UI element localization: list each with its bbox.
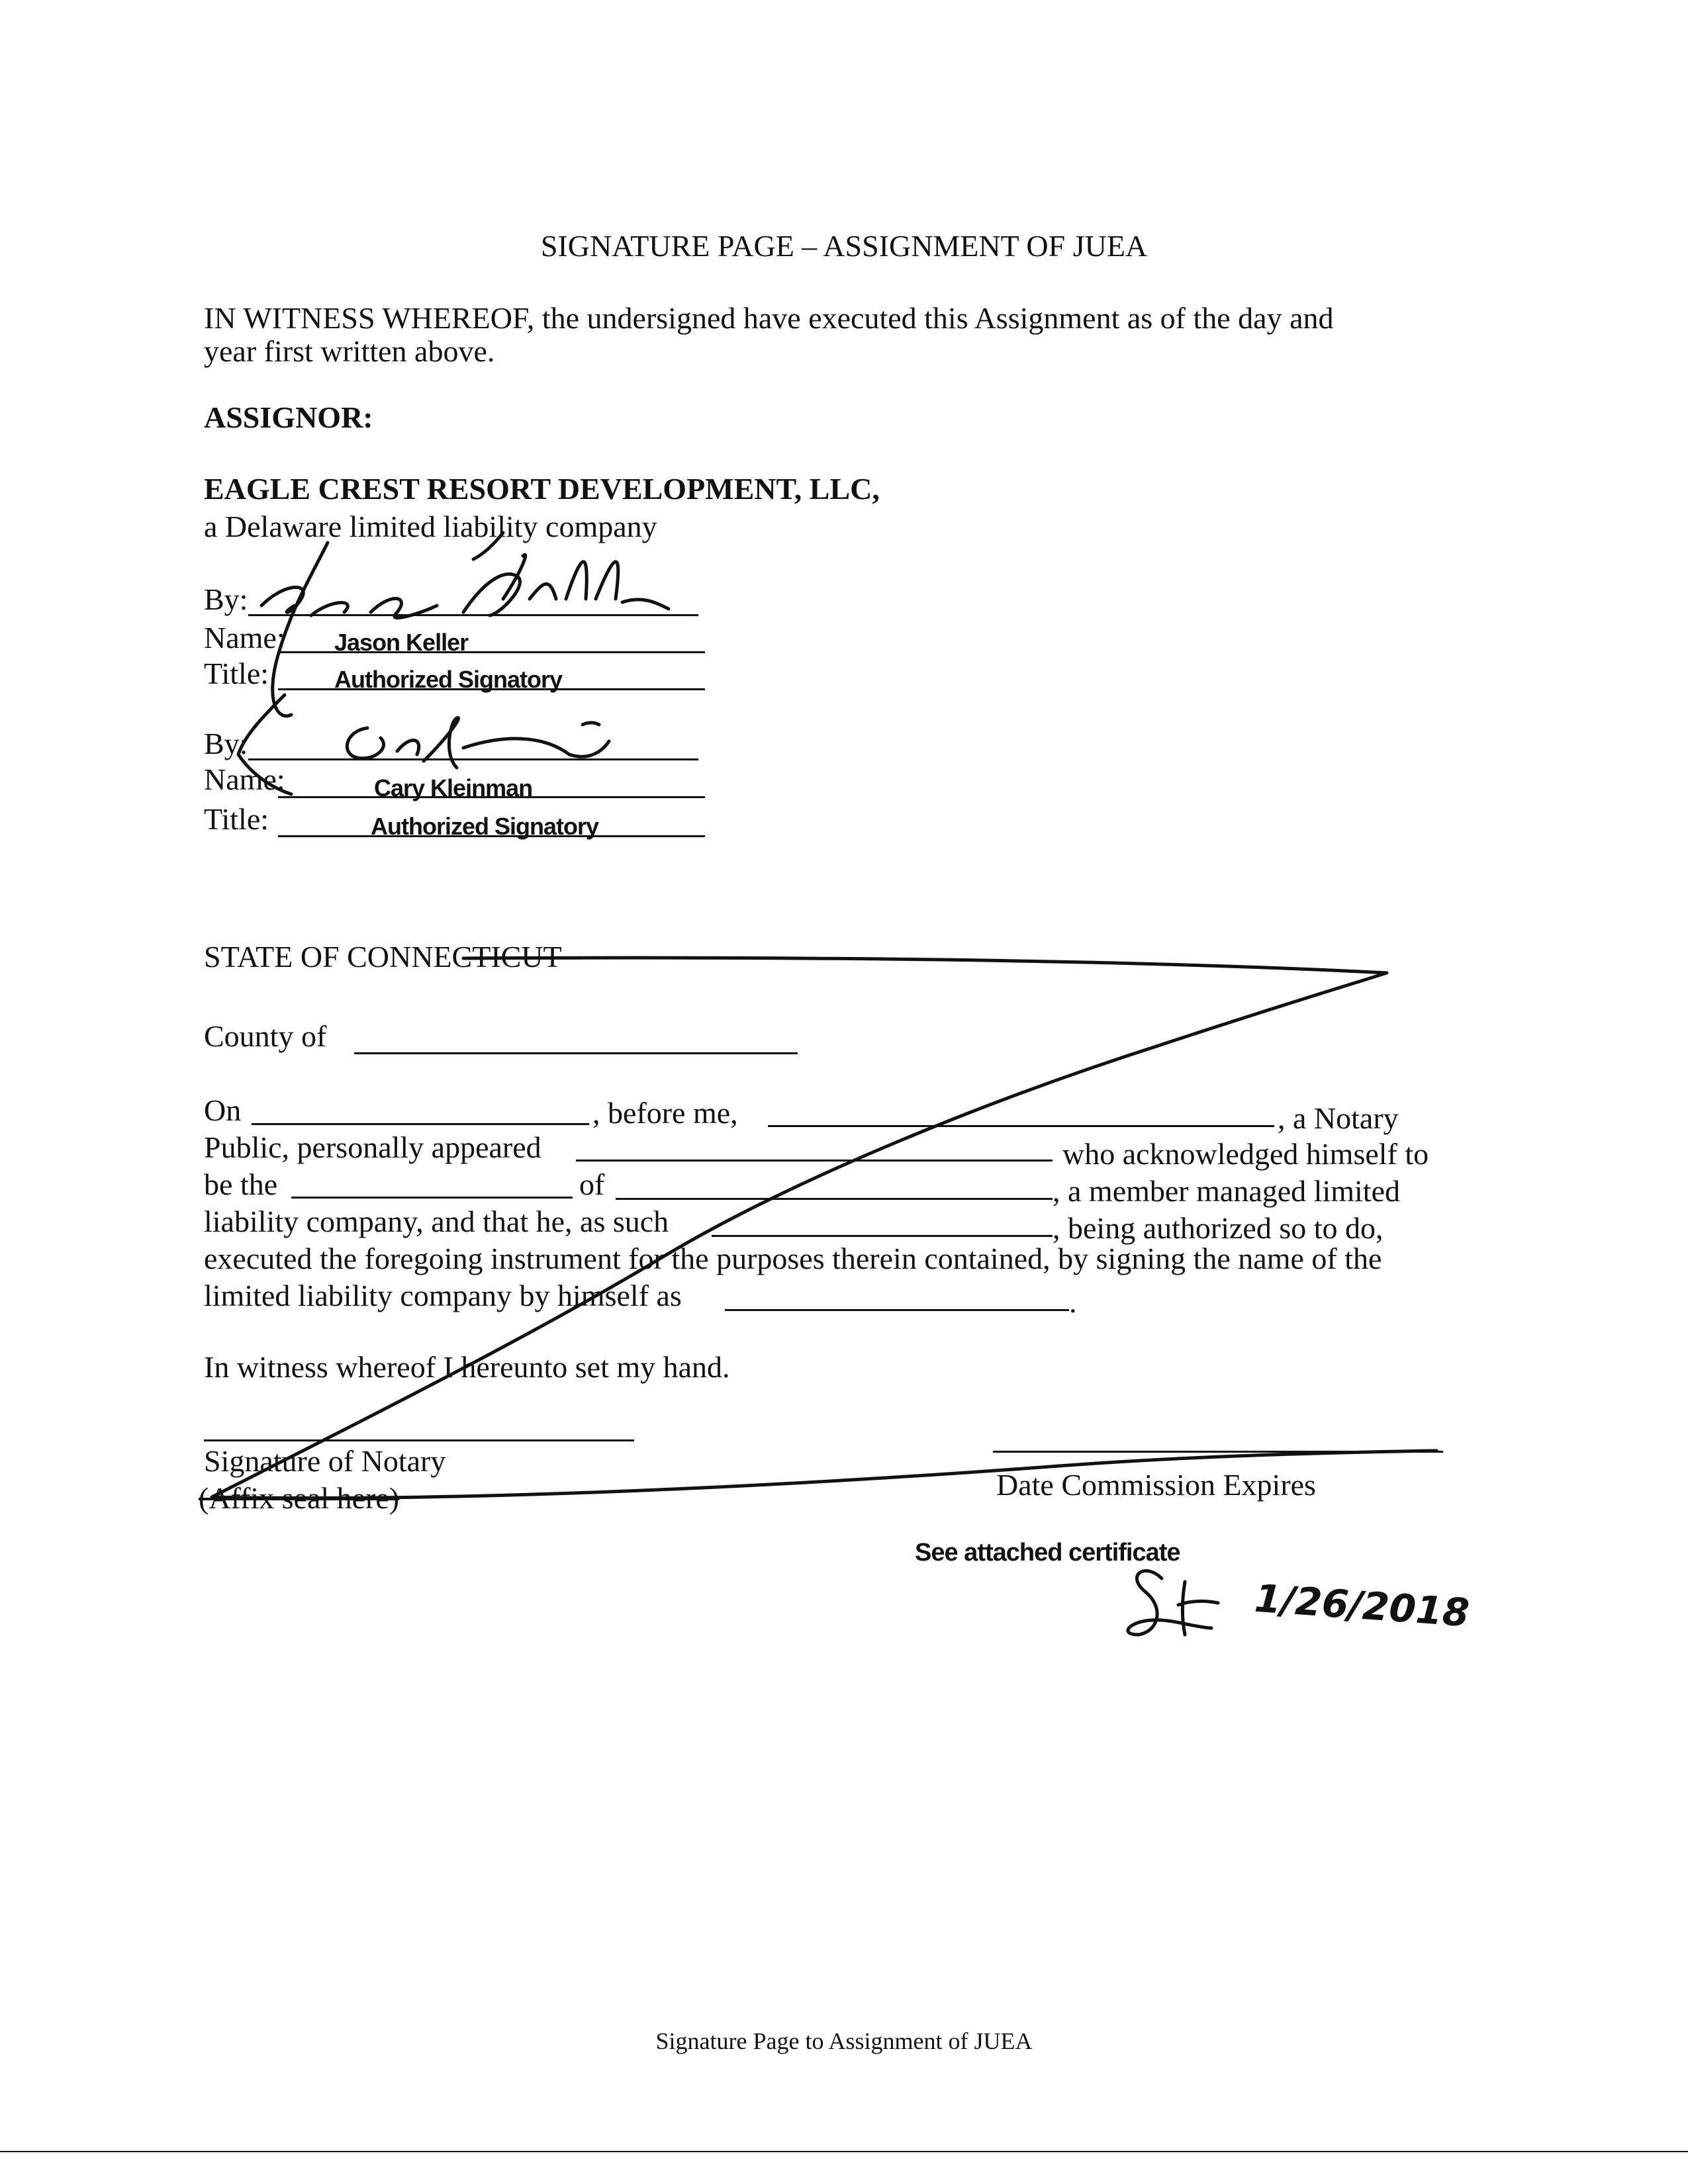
date-blank <box>252 1123 589 1125</box>
by-label: By: <box>204 727 248 760</box>
notary-liability: liability company, and that he, as such <box>204 1205 669 1238</box>
witness-line-2: year first written above. <box>204 334 495 368</box>
witness-line-1: IN WITNESS WHEREOF, the undersigned have executed this Assignment as of the day and <box>204 301 1334 335</box>
commission-date-label: Date Commission Expires <box>996 1468 1316 1502</box>
notary-of: of <box>579 1167 605 1201</box>
capacity-blank <box>725 1309 1069 1311</box>
signatory-name: Jason Keller <box>334 629 469 656</box>
notary-executed: executed the foregoing instrument for the purposes therein contained, by signing the name of the <box>204 1242 1382 1275</box>
signatory-title: Authorized Signatory <box>334 666 563 693</box>
such-blank <box>712 1235 1053 1237</box>
handwritten-date: 1/26/2018 <box>1253 1575 1471 1636</box>
notary-before-me: , before me, <box>592 1096 738 1130</box>
appeared-blank <box>576 1160 1053 1161</box>
notary-on: On <box>204 1093 242 1127</box>
notary-member: , a member managed limited <box>1053 1174 1400 1208</box>
notary-signature-label: Signature of Notary <box>204 1444 446 1478</box>
assignor-heading: ASSIGNOR: <box>204 400 373 434</box>
company-name: EAGLE CREST RESORT DEVELOPMENT, LLC, <box>204 472 880 506</box>
see-attached-note: See attached certificate <box>915 1539 1180 1567</box>
notary-public: Public, personally appeared <box>204 1130 541 1164</box>
by-label: By: <box>204 582 248 616</box>
signatory-title: Authorized Signatory <box>371 813 599 840</box>
signature-1-mark <box>261 555 669 617</box>
notary-who-ack: who acknowledged himself to <box>1062 1137 1429 1171</box>
initials-mark <box>1128 1571 1218 1635</box>
name-label: Name: <box>204 762 285 796</box>
seal-label: (Affix seal here) <box>199 1481 400 1515</box>
title-label: Title: <box>204 802 269 836</box>
notary-limited: limited liability company by himself as <box>204 1279 682 1312</box>
name-label: Name: <box>204 621 285 655</box>
notary-be-the: be the <box>204 1167 278 1201</box>
signature-line <box>248 758 698 760</box>
state-heading: STATE OF CONNECTICUT <box>204 940 562 974</box>
company-blank <box>616 1198 1053 1200</box>
company-description: a Delaware limited liability company <box>204 510 657 543</box>
footer: Signature Page to Assignment of JUEA <box>655 2028 1033 2054</box>
signatory-name: Cary Kleinman <box>374 774 533 801</box>
notary-name-blank <box>768 1125 1274 1127</box>
witness-hand: In witness whereof I hereunto set my hand. <box>204 1350 730 1384</box>
signature-line <box>248 614 698 616</box>
page-bottom-edge <box>0 2151 1688 2152</box>
notary-period: . <box>1069 1285 1077 1319</box>
role-blank <box>291 1197 573 1199</box>
commission-date-line <box>993 1451 1443 1453</box>
county-label: County of <box>204 1019 327 1053</box>
page-title: SIGNATURE PAGE – ASSIGNMENT OF JUEA <box>540 229 1148 263</box>
notary-being: , being authorized so to do, <box>1053 1211 1383 1245</box>
notary-a-notary: , a Notary <box>1278 1101 1399 1135</box>
county-blank <box>354 1052 798 1054</box>
notary-signature-line <box>204 1439 634 1441</box>
title-label: Title: <box>204 657 269 690</box>
